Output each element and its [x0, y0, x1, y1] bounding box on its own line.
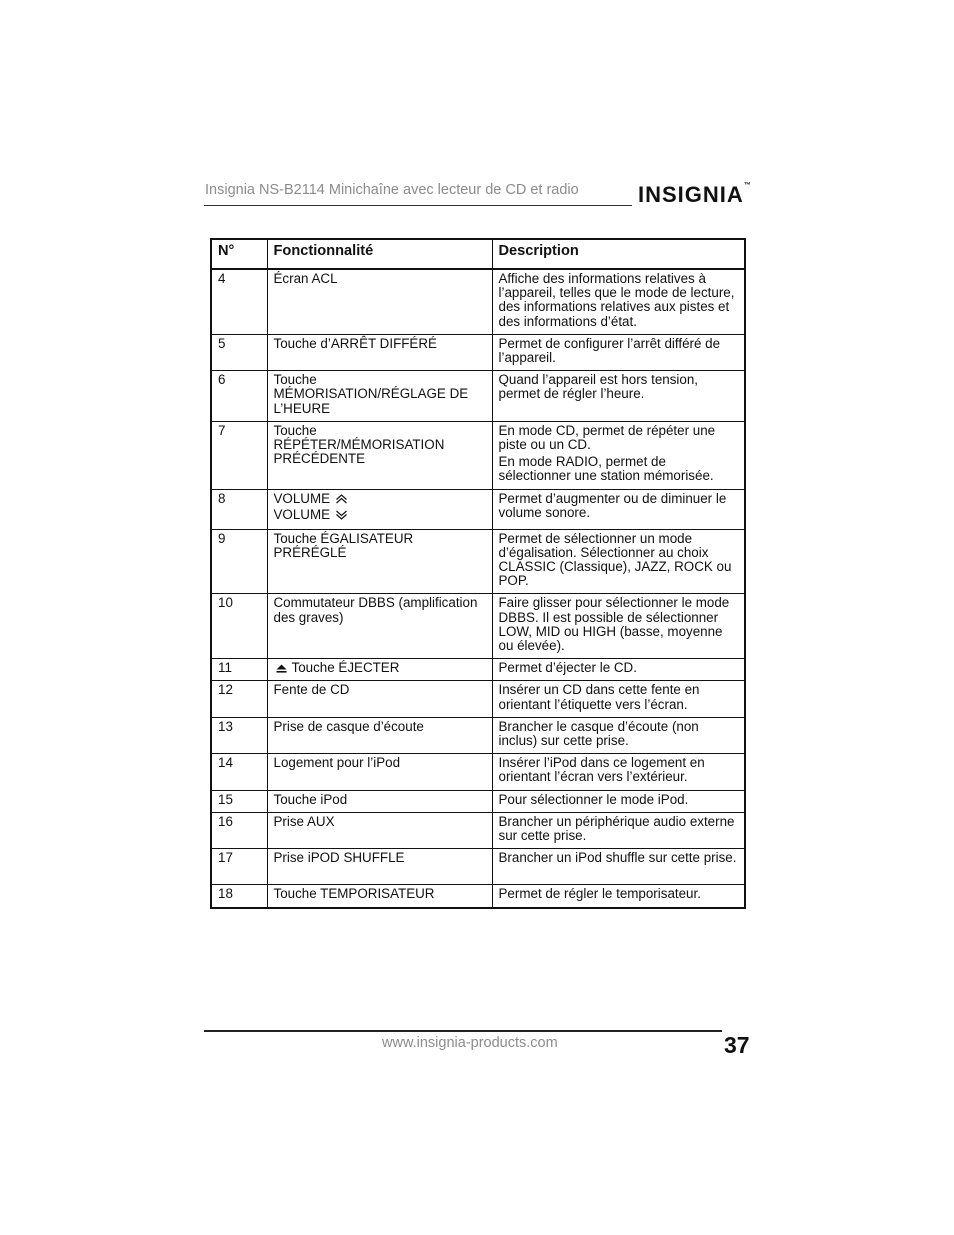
table-header-row — [211, 239, 745, 269]
row-feature — [267, 659, 492, 681]
footer-rule — [204, 1030, 722, 1032]
row-number: 15 — [211, 790, 267, 812]
table-row — [211, 717, 745, 753]
row-description: Insérer un CD dans cette fente en orientant l’étiquette vers l’écran. — [492, 681, 745, 717]
row-number: 12 — [211, 681, 267, 717]
row-number: 8 — [211, 489, 267, 529]
table-row — [211, 334, 745, 370]
table-row — [211, 681, 745, 717]
row-feature: Touche d’ARRÊT DIFFÉRÉ — [267, 334, 492, 370]
row-feature: Prise AUX — [267, 812, 492, 848]
row-feature: Fente de CD — [267, 681, 492, 717]
row-number: 10 — [211, 594, 267, 659]
row-description: Affiche des informations relatives à l’appareil, telles que le mode de lecture, des informations relatives aux pistes et des informations d’état. — [492, 269, 745, 334]
table-row — [211, 489, 745, 529]
page-header-title: Insignia NS-B2114 Minichaîne avec lecteur de CD et radio — [205, 182, 579, 198]
features-table — [210, 238, 746, 909]
row-number: 6 — [211, 371, 267, 422]
row-description: Permet de sélectionner un mode d’égalisation. Sélectionner au choix CLASSIC (Classique), JAZZ, ROCK ou POP. — [492, 529, 745, 594]
header-rule — [204, 205, 632, 206]
row-description: Permet d’augmenter ou de diminuer le volume sonore. — [492, 489, 745, 529]
row-feature: Touche ÉGALISATEUR PRÉRÉGLÉ — [267, 529, 492, 594]
row-description: Permet d’éjecter le CD. — [492, 659, 745, 681]
volume-up-label: VOLUME — [273, 490, 331, 506]
row-description: Pour sélectionner le mode iPod. — [492, 790, 745, 812]
table-row — [211, 659, 745, 681]
row-feature: Touche TEMPORISATEUR — [267, 885, 492, 908]
row-description: Insérer l’iPod dans ce logement en orientant l’écran vers l’extérieur. — [492, 754, 745, 790]
row-description: Faire glisser pour sélectionner le mode DBBS. Il est possible de sélectionner LOW, MID ou HIGH (basse, moyenne ou élevée). — [492, 594, 745, 659]
row-feature: Commutateur DBBS (amplification des graves) — [267, 594, 492, 659]
footer-url[interactable]: www.insignia-products.com — [382, 1035, 558, 1051]
row-number: 5 — [211, 334, 267, 370]
table-row — [211, 754, 745, 790]
table-row — [211, 371, 745, 422]
row-feature — [267, 489, 492, 529]
volume-down-line — [274, 508, 487, 524]
row-number: 4 — [211, 269, 267, 334]
row-number: 17 — [211, 849, 267, 885]
row-number: 7 — [211, 421, 267, 489]
volume-down-label: VOLUME — [273, 506, 331, 522]
column-header-number: N° — [211, 239, 267, 269]
row-feature: Touche MÉMORISATION/RÉGLAGE DE L’HEURE — [267, 371, 492, 422]
row-description: Permet de configurer l’arrêt différé de l’appareil. — [492, 334, 745, 370]
volume-down-icon — [335, 510, 348, 520]
eject-label: Touche ÉJECTER — [291, 660, 400, 676]
row-description: Permet de régler le temporisateur. — [492, 885, 745, 908]
description-paragraph: En mode RADIO, permet de sélectionner une station mémorisée. — [498, 454, 714, 484]
table-row — [211, 421, 745, 489]
row-description: Brancher le casque d’écoute (non inclus) sur cette prise. — [492, 717, 745, 753]
row-description: Quand l’appareil est hors tension, permet de régler l’heure. — [492, 371, 745, 422]
description-paragraph: En mode CD, permet de répéter une piste ou un CD. — [498, 422, 716, 453]
row-number: 16 — [211, 812, 267, 848]
column-header-feature: Fonctionnalité — [267, 239, 492, 269]
table-row — [211, 885, 745, 908]
row-feature: Écran ACL — [267, 269, 492, 334]
row-description: Brancher un iPod shuffle sur cette prise. — [492, 849, 745, 885]
row-feature: Logement pour l’iPod — [267, 754, 492, 790]
logo-text: INSIGNIA — [638, 182, 744, 207]
table-row — [211, 269, 745, 334]
table-row — [211, 849, 745, 885]
row-feature: Prise de casque d’écoute — [267, 717, 492, 753]
volume-up-line — [274, 492, 487, 508]
row-feature: Prise iPOD SHUFFLE — [267, 849, 492, 885]
insignia-logo — [638, 182, 751, 208]
table-row — [211, 790, 745, 812]
row-feature: Touche iPod — [267, 790, 492, 812]
table-row — [211, 594, 745, 659]
row-description — [492, 421, 745, 489]
row-number: 18 — [211, 885, 267, 908]
column-header-description: Description — [492, 239, 745, 269]
row-number: 14 — [211, 754, 267, 790]
eject-icon — [276, 664, 287, 673]
row-number: 9 — [211, 529, 267, 594]
page-number: 37 — [724, 1032, 750, 1058]
row-description: Brancher un périphérique audio externe sur cette prise. — [492, 812, 745, 848]
row-number: 11 — [211, 659, 267, 681]
table-row — [211, 812, 745, 848]
row-number: 13 — [211, 717, 267, 753]
row-feature: Touche RÉPÉTER/MÉMORISATION PRÉCÉDENTE — [267, 421, 492, 489]
volume-up-icon — [335, 494, 348, 504]
logo-trademark: ™ — [743, 182, 751, 189]
table-row — [211, 529, 745, 594]
